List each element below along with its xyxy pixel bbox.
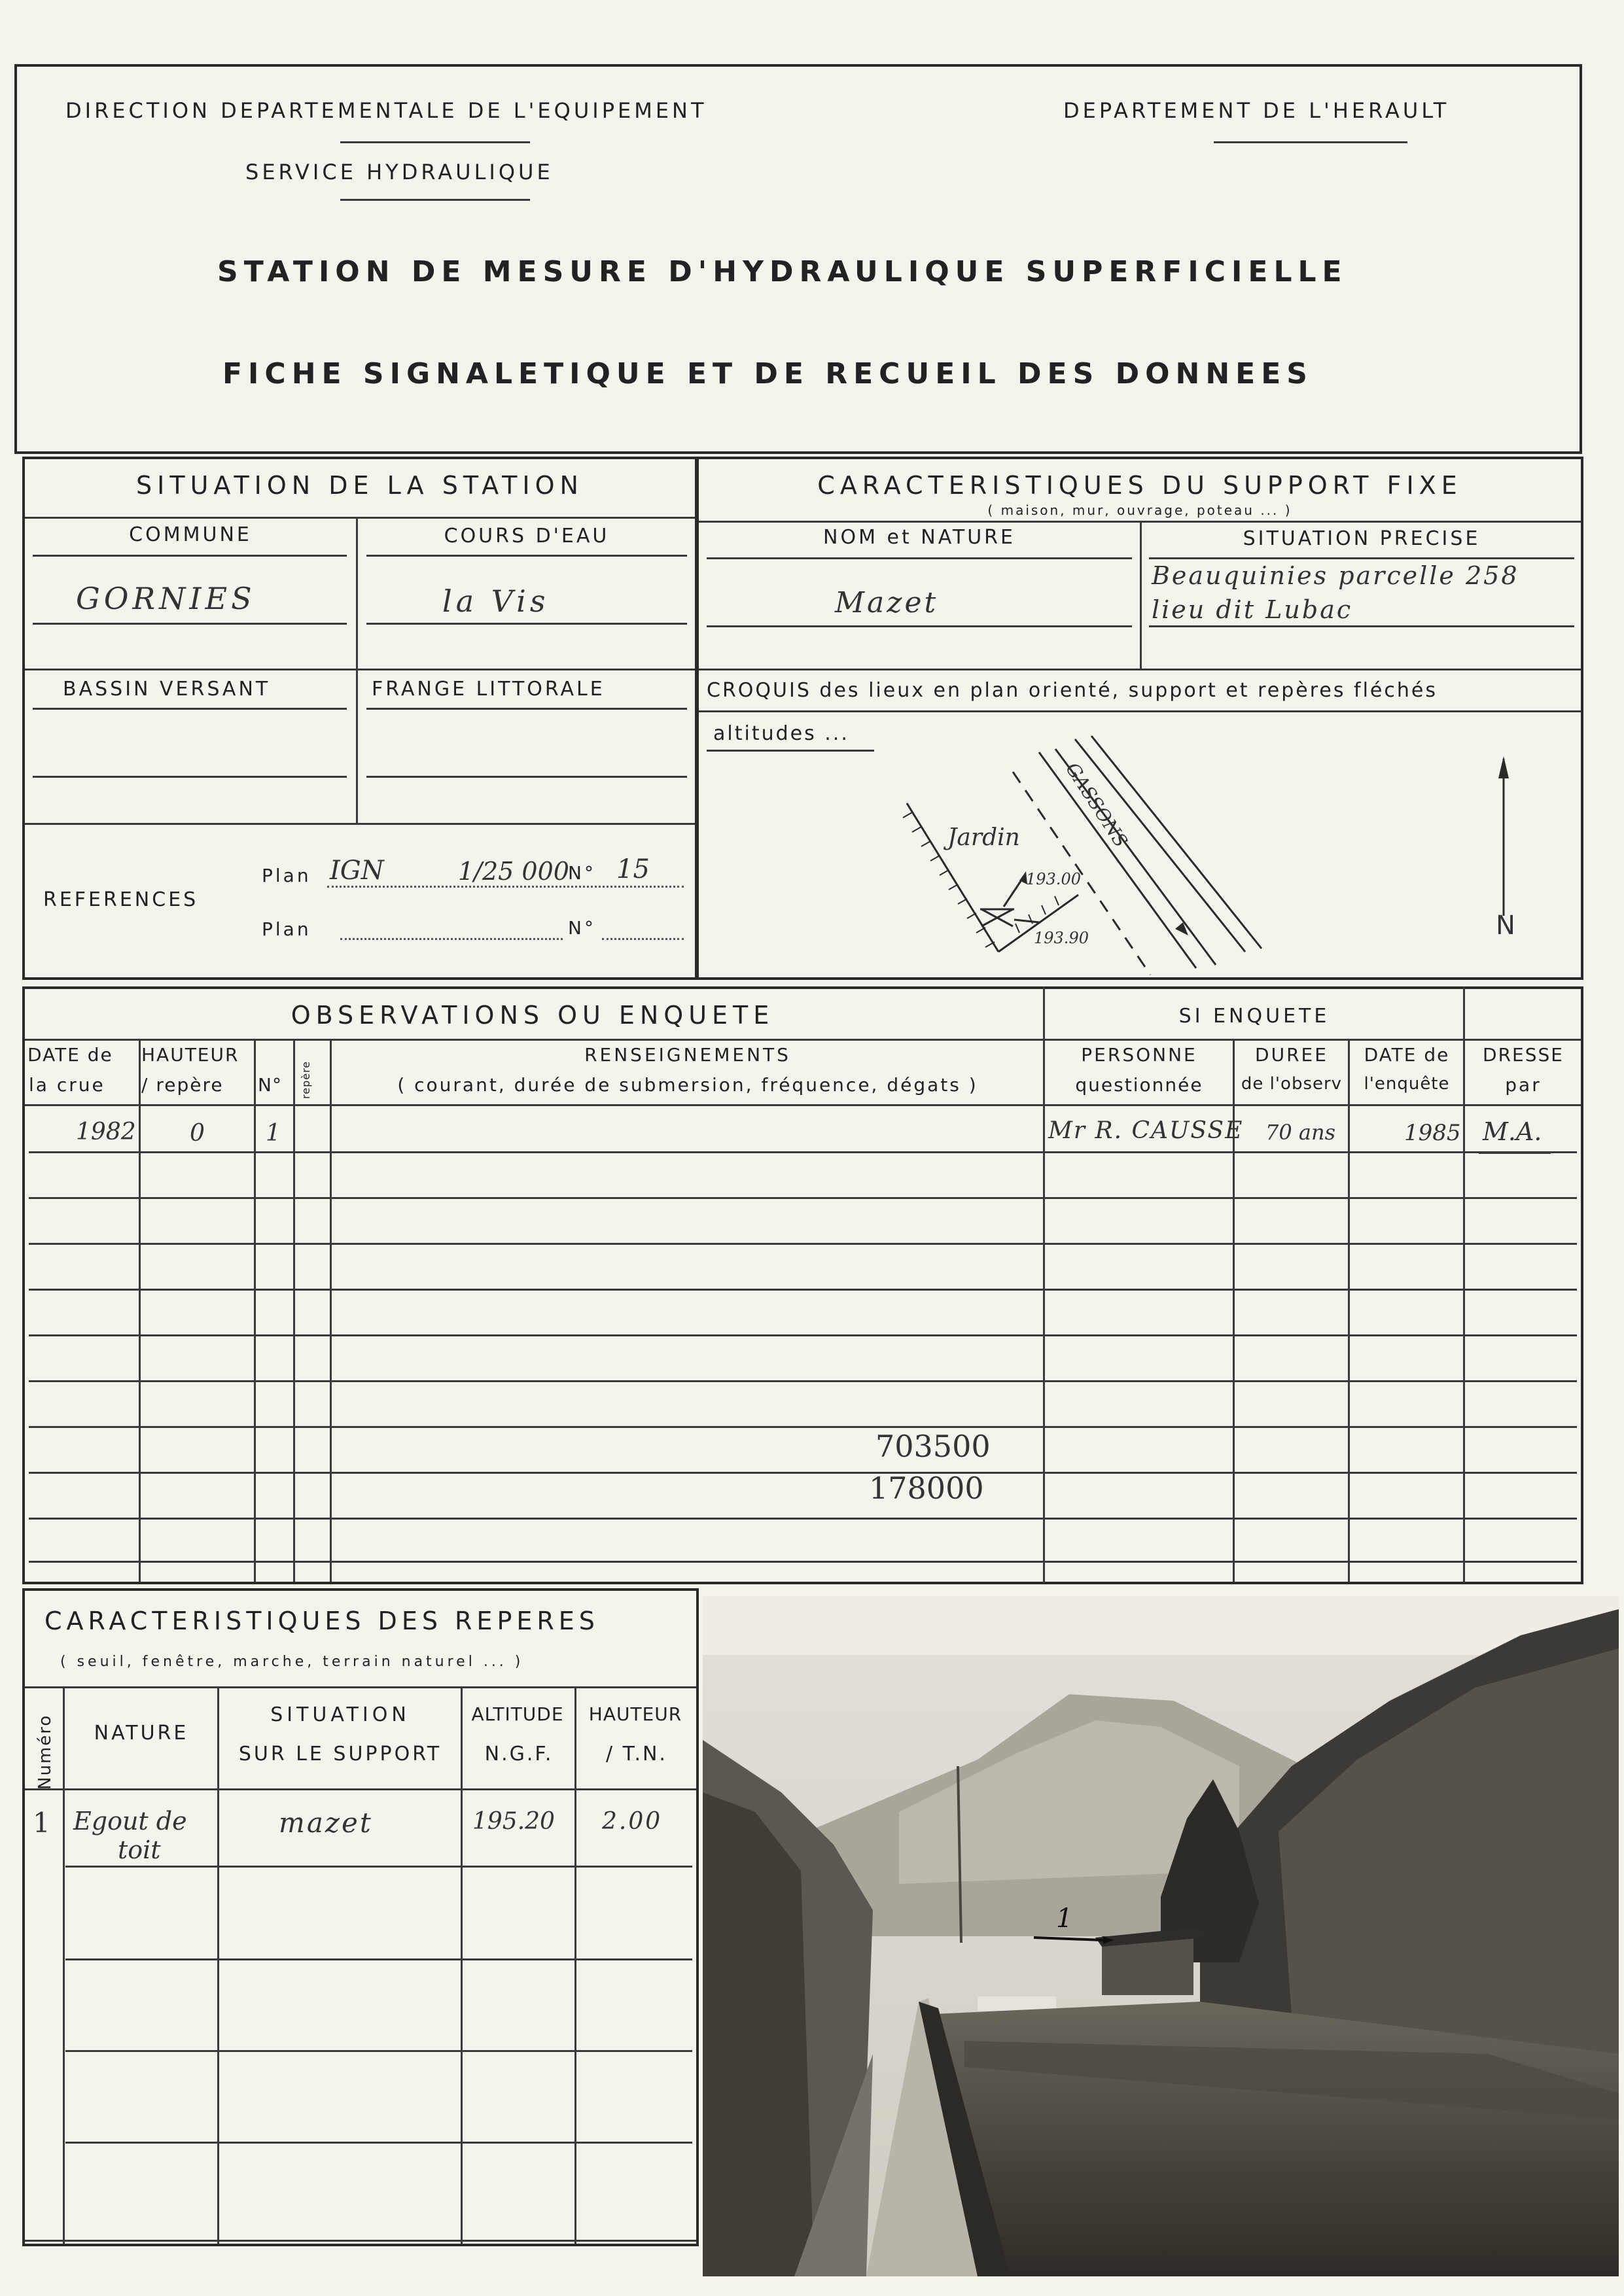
rep-row-nature-2: toit <box>118 1835 161 1864</box>
situation-ref-rule <box>25 823 695 825</box>
obs-rule <box>29 1426 1577 1428</box>
plan2-label: Plan <box>262 918 311 940</box>
col-duree-1: DUREE <box>1255 1044 1328 1066</box>
plan1-scale: 1/25 000 <box>458 857 569 886</box>
cours-value-rule <box>366 623 687 625</box>
obs-rule <box>29 1334 1577 1336</box>
croquis-label: CROQUIS des lieux en plan orienté, support et repères fléchés <box>707 679 1438 702</box>
rep-rule <box>65 2050 692 2052</box>
obs-rule <box>29 1151 1577 1153</box>
plan1-no-label: N° <box>568 862 596 884</box>
obs-row-duree: 70 ans <box>1265 1120 1335 1145</box>
obs-rule <box>29 1289 1577 1291</box>
rep-col-situation-2: SUR LE SUPPORT <box>238 1743 442 1765</box>
support-title: CARACTERISTIQUES DU SUPPORT FIXE <box>817 471 1462 500</box>
situation-col-divider <box>356 517 358 824</box>
cours-value: la Vis <box>442 583 550 619</box>
obs-rule <box>29 1197 1577 1199</box>
plan2-no-dotline <box>602 938 684 940</box>
rep-col-hauteur-2: / T.N. <box>606 1743 667 1765</box>
col-duree-2: de l'observ <box>1241 1074 1343 1094</box>
rep-col-div-2 <box>217 1686 219 2244</box>
croquis-label-2: altitudes ... <box>713 722 849 745</box>
rep-row-nature-1: Egout de <box>73 1807 187 1835</box>
situation-title-rule <box>25 517 695 519</box>
sketch-north: N <box>1496 911 1515 941</box>
col-date-crue-2: la crue <box>29 1074 105 1096</box>
col-date-crue-1: DATE de <box>27 1044 113 1066</box>
cours-header-rule <box>366 555 687 557</box>
obs-row-date-enquete: 1985 <box>1404 1120 1461 1146</box>
commune-value: GORNIES <box>76 581 256 616</box>
commune-header-rule <box>33 555 347 557</box>
obs-col-div-1 <box>139 1039 141 1582</box>
sketch-gasons: GASSONS <box>1061 758 1132 852</box>
photo-marker: 1 <box>1056 1904 1073 1934</box>
obs-col-div-4 <box>330 1039 332 1582</box>
col-renseignements-1: RENSEIGNEMENTS <box>584 1044 791 1066</box>
col-vertical: repère <box>300 1060 312 1099</box>
rep-rule <box>25 2240 696 2242</box>
col-numero: N° <box>258 1074 282 1096</box>
sketch-jardin: Jardin <box>947 824 1020 851</box>
rep-col-div-4 <box>574 1686 576 2244</box>
bassin-value-rule <box>33 776 347 778</box>
situation-precise-label: SITUATION PRECISE <box>1243 527 1481 550</box>
col-hauteur-2: / repère <box>141 1074 224 1096</box>
situation-precise-value-1: Beauquinies parcelle 258 <box>1152 561 1519 590</box>
title-line-2: FICHE SIGNALETIQUE ET DE RECUEIL DES DONNEES <box>222 357 1313 391</box>
coord-x: 703500 <box>875 1429 991 1464</box>
rep-row-numero: 1 <box>33 1807 50 1839</box>
plan1-value: IGN <box>330 856 384 886</box>
situation-value-rule <box>1149 625 1574 627</box>
obs-rule <box>29 1518 1577 1520</box>
rep-rule <box>65 1866 692 1868</box>
rep-col-div-1 <box>63 1686 65 2244</box>
rep-col-div-3 <box>461 1686 463 2244</box>
cours-label: COURS D'EAU <box>444 525 610 548</box>
si-enquete-label: SI ENQUETE <box>1178 1005 1330 1028</box>
col-personne-1: PERSONNE <box>1081 1044 1197 1066</box>
plan1-no-value: 15 <box>616 854 650 884</box>
plan1-dotline <box>327 886 684 888</box>
col-renseignements-2: ( courant, durée de submersion, fréquence, dégats ) <box>397 1074 978 1096</box>
reperes-title: CARACTERISTIQUES DES REPERES <box>44 1607 599 1635</box>
obs-row-personne: Mr R. CAUSSE <box>1048 1117 1244 1144</box>
nom-label: NOM et NATURE <box>823 526 1015 549</box>
rep-col-altitude-1: ALTITUDE <box>471 1703 564 1725</box>
obs-row-dresse: M.A. <box>1483 1117 1542 1146</box>
situation-header-rule <box>1149 557 1574 559</box>
obs-row-date: 1982 <box>76 1119 136 1145</box>
direction-underline <box>340 141 530 143</box>
photo-scene <box>703 1596 1619 2276</box>
dresse-underline <box>1479 1151 1551 1154</box>
obs-dresse-divider <box>1463 986 1465 1583</box>
plan2-no-label: N° <box>568 917 596 939</box>
service-text: SERVICE HYDRAULIQUE <box>245 160 554 184</box>
situation-title: SITUATION DE LA STATION <box>136 471 584 500</box>
sketch-alt2: 193.90 <box>1034 929 1089 947</box>
rep-rule <box>65 2142 692 2144</box>
site-photo <box>703 1596 1619 2276</box>
support-croquis-rule <box>699 669 1581 670</box>
rep-rule <box>65 1958 692 1960</box>
obs-col-div-2 <box>254 1039 256 1582</box>
bassin-label: BASSIN VERSANT <box>63 678 271 701</box>
nom-value: Mazet <box>835 586 939 619</box>
rep-header-rule <box>25 1788 696 1790</box>
references-label: REFERENCES <box>43 888 199 911</box>
obs-rule <box>29 1380 1577 1382</box>
situation-precise-value-2: lieu dit Lubac <box>1152 595 1353 624</box>
rep-col-situation-1: SITUATION <box>270 1703 410 1726</box>
frange-header-rule <box>366 708 687 710</box>
col-dresse-2: par <box>1505 1074 1542 1096</box>
departement-underline <box>1214 141 1407 143</box>
col-date-enq-1: DATE de <box>1364 1044 1450 1066</box>
direction-text: DIRECTION DEPARTEMENTALE DE L'EQUIPEMENT <box>65 98 707 123</box>
reperes-subtitle: ( seuil, fenêtre, marche, terrain naturel ... ) <box>60 1654 524 1670</box>
bassin-header-rule <box>33 708 347 710</box>
croquis-label-rule <box>699 710 1581 712</box>
coord-y: 178000 <box>869 1470 984 1506</box>
nom-value-rule <box>707 625 1132 627</box>
frange-label: FRANGE LITTORALE <box>372 678 605 701</box>
obs-si-divider <box>1043 986 1045 1583</box>
commune-value-rule <box>33 623 347 625</box>
rep-row-hauteur: 2.00 <box>602 1808 663 1835</box>
nom-header-rule <box>707 557 1132 559</box>
rep-row-altitude: 195.20 <box>472 1808 555 1835</box>
obs-row-numero: 1 <box>266 1120 281 1147</box>
rep-col-hauteur-1: HAUTEUR <box>588 1703 682 1725</box>
service-underline <box>340 199 530 201</box>
plan1-label: Plan <box>262 865 311 886</box>
obs-rule <box>29 1243 1577 1245</box>
obs-row-hauteur: 0 <box>190 1120 205 1147</box>
reperes-title-rule <box>25 1686 696 1688</box>
obs-col-div-3 <box>293 1039 295 1582</box>
obs-rule <box>29 1561 1577 1563</box>
obs-rule <box>29 1472 1577 1474</box>
title-line-1: STATION DE MESURE D'HYDRAULIQUE SUPERFICIELLE <box>217 255 1348 288</box>
obs-title: OBSERVATIONS OU ENQUETE <box>291 1001 775 1030</box>
commune-label: COMMUNE <box>129 523 252 546</box>
rep-col-nature: NATURE <box>94 1722 189 1745</box>
site-sketch <box>699 720 1581 977</box>
col-hauteur-1: HAUTEUR <box>141 1044 239 1066</box>
rep-col-numero: Numéro <box>35 1714 55 1790</box>
plan2-dotline <box>340 938 563 940</box>
col-dresse-1: DRESSE <box>1483 1044 1564 1066</box>
situation-row-rule <box>25 669 695 670</box>
frange-value-rule <box>366 776 687 778</box>
departement-text: DEPARTEMENT DE L'HERAULT <box>1063 98 1450 123</box>
support-col-divider <box>1140 521 1142 669</box>
support-subtitle: ( maison, mur, ouvrage, poteau ... ) <box>987 502 1292 518</box>
obs-col-div-6 <box>1348 1039 1350 1582</box>
obs-header-rule <box>25 1104 1581 1106</box>
col-personne-2: questionnée <box>1075 1074 1203 1096</box>
rep-col-altitude-2: N.G.F. <box>484 1743 554 1765</box>
sketch-alt1: 193.00 <box>1026 870 1081 888</box>
rep-row-situation: mazet <box>279 1807 373 1839</box>
col-date-enq-2: l'enquête <box>1364 1074 1450 1094</box>
